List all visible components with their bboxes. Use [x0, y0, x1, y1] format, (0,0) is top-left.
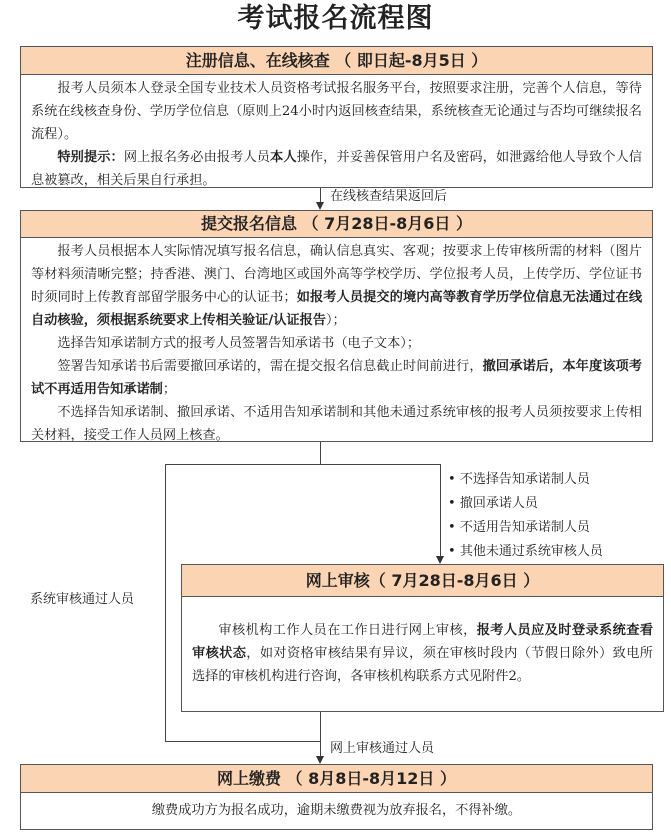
step-register-text: 报考人员须本人登录全国专业技术人员资格考试报名服务平台，按照要求注册，完善个人信息，等待系统在线核查身份、学历学位信息（原则上24小时内返回核查结果，系统核查无论通过与否均可继续报名流程）。 — [31, 81, 642, 142]
notice-emph: 本人 — [270, 150, 297, 165]
step-submit-text-4: 不选择告知承诺制、撤回承诺、不适用告知承诺制和其他未通过系统审核的报考人员须按要求上传相关材料，接受工作人员网上核查。 — [31, 405, 642, 443]
review-text-b: ，如对资格审核结果有异议，须在审核时段内（节假日除外）致电所选择的审核机构进行咨询，各审核机构联系方式见附件2。 — [192, 646, 653, 684]
notice-text-a: 网上报名务必由报考人员 — [123, 150, 271, 165]
step-review-text — [192, 619, 653, 688]
arrow-1-head — [316, 202, 324, 210]
step-payment-text: 缴费成功方为报名成功，逾期未缴费视为放弃报名，不得补缴。 — [151, 803, 522, 818]
submit-text-3a: 签署告知承诺书后需要撤回承诺的，需在提交报名信息截止时间前进行， — [57, 359, 483, 374]
step-register-header: 注册信息、在线核查 （ 即日起-8月5日 ） — [21, 47, 652, 75]
arrow-3-line — [320, 712, 321, 758]
step-register-body — [21, 75, 652, 192]
notice-label: 特别提示： — [57, 150, 124, 165]
review-text-a: 审核机构工作人员在工作日进行网上审核， — [218, 623, 477, 638]
step-register-notice — [31, 146, 642, 192]
connector-right-arrow — [436, 556, 444, 564]
submit-text-3b: ； — [162, 382, 177, 397]
step-submit-box — [20, 210, 653, 442]
step-submit-text-3 — [31, 355, 642, 401]
step-register-box — [20, 46, 653, 188]
connector-left-down — [165, 464, 166, 742]
arrow-3-head — [316, 756, 324, 764]
step-review-header: 网上审核（ 7月28日-8月6日 ） — [182, 565, 663, 597]
submit-text-1a: 报考人员根据本人实际情况填写报名信息，确认信息真实、客观；按要求上传审核所需的材料（图片等材料须清晰完整；持香港、澳门、台湾地区或国外高等学校学历、学位报考人员，上传学历、学位证书时须同时上传教育部留学服务中心的认证书； — [31, 244, 642, 305]
connector-right-down — [440, 464, 441, 558]
list-item: • 其他未通过系统审核人员 — [448, 540, 603, 564]
list-item: • 撤回承诺人员 — [448, 492, 603, 516]
page-title: 考试报名流程图 — [237, 3, 434, 34]
step-submit-body — [21, 238, 652, 447]
list-item: • 不选择告知承诺制人员 — [448, 468, 603, 492]
submit-text-1-bold: 如报考人员提交的境内高等教育学历学位信息无法通过在线自动核验，须根据系统要求上传相关验证/认证报告 — [31, 290, 643, 328]
step-review-body — [182, 597, 663, 688]
step-payment-body — [21, 793, 652, 822]
step-submit-text-2: 选择告知承诺制方式的报考人员签署告知承诺书（电子文本）； — [57, 336, 421, 351]
submit-text-3-bold: 撤回承诺后，本年度该项考试不再适用告知承诺制 — [31, 359, 643, 397]
connector-left-bottom — [165, 741, 320, 742]
step-payment-box — [20, 764, 653, 830]
arrow-3-label: 网上审核通过人员 — [330, 741, 435, 756]
step-payment-header: 网上缴费 （ 8月8日-8月12日 ） — [21, 765, 652, 793]
notice-text-b: 操作，并妥善保管用户名及密码，如泄露给他人导致个人信息被篡改，相关后果自行承担。 — [31, 150, 643, 188]
branch-list — [448, 468, 603, 564]
connector-horizontal — [165, 464, 440, 465]
step-submit-text-1 — [31, 240, 642, 332]
step-review-box — [181, 564, 664, 712]
arrow-1-label: 在线核查结果返回后 — [330, 189, 448, 204]
list-item: • 不适用告知承诺制人员 — [448, 516, 603, 540]
connector-down-1 — [320, 442, 321, 464]
left-branch-label: 系统审核通过人员 — [30, 592, 135, 607]
review-text-bold: 报考人员应及时登录系统查看审核状态 — [192, 623, 654, 661]
submit-text-1b: ）； — [325, 313, 346, 328]
step-submit-header: 提交报名信息 （ 7月28日-8月6日 ） — [21, 211, 652, 238]
